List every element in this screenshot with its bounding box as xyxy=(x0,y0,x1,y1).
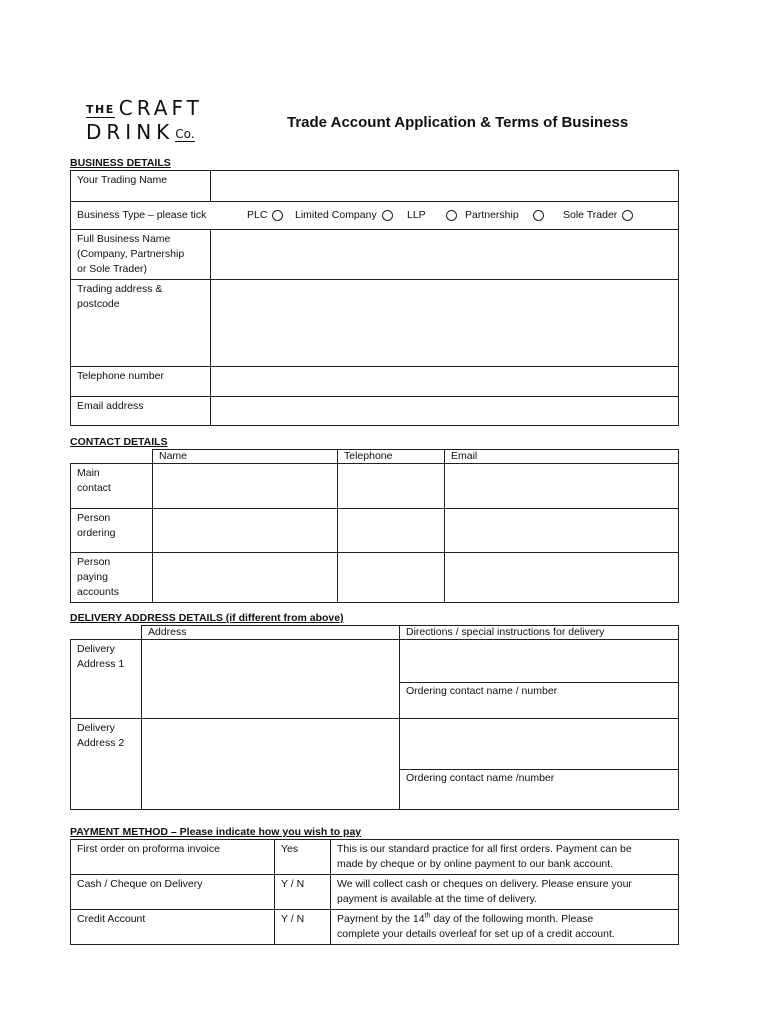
company-logo xyxy=(86,98,224,146)
trading-name-label: Your Trading Name xyxy=(71,171,211,202)
logo-craft: CRAFT xyxy=(118,96,203,120)
delivery-col-directions: Directions / special instructions for delivery xyxy=(400,626,679,640)
contact-row-ordering xyxy=(71,509,679,553)
delivery-address-1-field[interactable] xyxy=(142,640,400,719)
partnership-radio-icon[interactable] xyxy=(533,210,544,221)
contact-row-accounts xyxy=(71,553,679,603)
contact-details-table xyxy=(70,449,679,603)
contact-row-main xyxy=(71,464,679,509)
business-details-heading: BUSINESS DETAILS xyxy=(70,157,171,169)
contact-col-email: Email xyxy=(445,450,679,464)
contact-details-heading: CONTACT DETAILS xyxy=(70,436,168,448)
option-plc[interactable]: PLC xyxy=(247,208,295,223)
main-contact-email-field[interactable] xyxy=(445,464,679,509)
contact-row-label: Main contact xyxy=(71,464,153,509)
accounts-name-field[interactable] xyxy=(153,553,338,603)
payment-method-label: Credit Account xyxy=(71,910,275,945)
plc-radio-icon[interactable] xyxy=(272,210,283,221)
contact-row-label: Person ordering xyxy=(71,509,153,553)
delivery-details-table xyxy=(70,625,679,810)
email-field[interactable] xyxy=(211,397,679,426)
payment-method-table xyxy=(70,839,679,945)
logo-the: THE xyxy=(86,103,115,116)
main-contact-name-field[interactable] xyxy=(153,464,338,509)
delivery-1-directions-field[interactable] xyxy=(400,640,679,683)
trading-address-field[interactable] xyxy=(211,280,679,367)
delivery-2-ordering-contact-field[interactable]: Ordering contact name /number xyxy=(400,770,679,810)
option-llp[interactable]: LLP xyxy=(407,208,465,223)
payment-description: This is our standard practice for all first orders. Payment can be made by cheque or by online payment to our bank account. xyxy=(331,840,679,875)
llp-radio-icon[interactable] xyxy=(446,210,457,221)
option-sole-trader[interactable]: Sole Trader xyxy=(563,208,633,223)
delivery-2-directions-field[interactable] xyxy=(400,719,679,770)
ordering-telephone-field[interactable] xyxy=(338,509,445,553)
payment-method-label: First order on proforma invoice xyxy=(71,840,275,875)
delivery-details-heading: DELIVERY ADDRESS DETAILS (if different from above) xyxy=(70,612,344,624)
main-contact-telephone-field[interactable] xyxy=(338,464,445,509)
trading-name-field[interactable] xyxy=(211,171,679,202)
contact-col-telephone: Telephone xyxy=(338,450,445,464)
full-business-name-label: Full Business Name (Company, Partnership or Sole Trader) xyxy=(71,230,211,280)
delivery-1-ordering-contact-field[interactable]: Ordering contact name / number xyxy=(400,683,679,719)
option-partnership[interactable]: Partnership xyxy=(465,208,563,223)
payment-row-cash-cheque xyxy=(71,875,679,910)
proforma-choice[interactable]: Yes xyxy=(275,840,331,875)
business-details-table xyxy=(70,170,679,426)
telephone-label: Telephone number xyxy=(71,367,211,397)
accounts-telephone-field[interactable] xyxy=(338,553,445,603)
document-title: Trade Account Application & Terms of Business xyxy=(287,114,629,131)
delivery-address-2-label: Delivery Address 2 xyxy=(71,719,142,810)
logo-co: Co. xyxy=(175,127,195,141)
delivery-col-address: Address xyxy=(142,626,400,640)
business-type-label: Business Type – please tick xyxy=(77,209,207,221)
delivery-address-1-label: Delivery Address 1 xyxy=(71,640,142,719)
payment-description: We will collect cash or cheques on delivery. Please ensure your payment is available at the time of delivery. xyxy=(331,875,679,910)
payment-method-label: Cash / Cheque on Delivery xyxy=(71,875,275,910)
trading-address-label: Trading address & postcode xyxy=(71,280,211,367)
limited-company-radio-icon[interactable] xyxy=(382,210,393,221)
contact-col-name: Name xyxy=(153,450,338,464)
logo-drink: DRINK xyxy=(86,120,175,144)
credit-account-choice[interactable]: Y / N xyxy=(275,910,331,945)
ordering-name-field[interactable] xyxy=(153,509,338,553)
full-business-name-field[interactable] xyxy=(211,230,679,280)
delivery-address-2-field[interactable] xyxy=(142,719,400,810)
option-limited-company[interactable]: Limited Company xyxy=(295,208,407,223)
sole-trader-radio-icon[interactable] xyxy=(622,210,633,221)
contact-row-label: Person paying accounts xyxy=(71,553,153,603)
email-label: Email address xyxy=(71,397,211,426)
cash-cheque-choice[interactable]: Y / N xyxy=(275,875,331,910)
accounts-email-field[interactable] xyxy=(445,553,679,603)
payment-row-proforma xyxy=(71,840,679,875)
payment-method-heading: PAYMENT METHOD – Please indicate how you wish to pay xyxy=(70,826,362,838)
business-type-row xyxy=(71,202,679,230)
telephone-field[interactable] xyxy=(211,367,679,397)
payment-description: Payment by the 14th day of the following month. Please complete your details overleaf for set up of a credit account. xyxy=(331,910,679,945)
ordering-email-field[interactable] xyxy=(445,509,679,553)
payment-row-credit xyxy=(71,910,679,945)
